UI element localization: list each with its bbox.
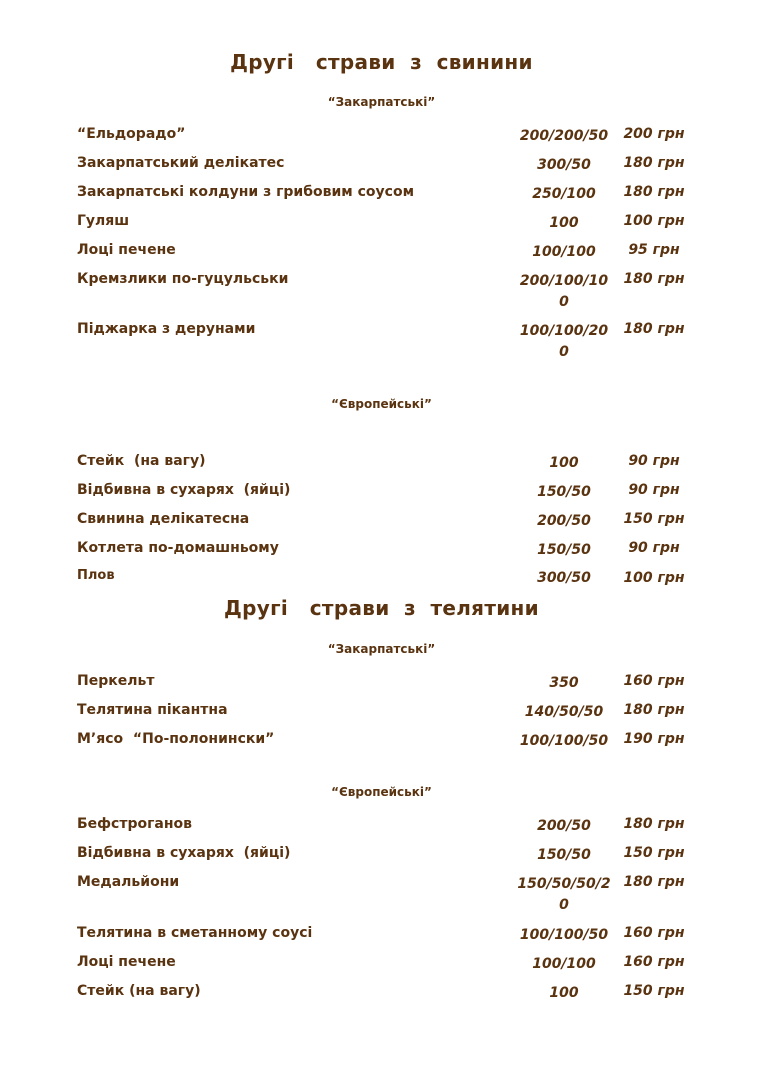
item-name: Лоці печене (77, 954, 176, 970)
subheading-veal-zakarpatski: “Закарпатські” (327, 642, 436, 656)
item-weight: 100/100/200 (519, 323, 609, 360)
menu-item (0, 482, 763, 504)
item-name: М’ясо “По-полонински” (77, 731, 275, 747)
item-price: 160 грн (623, 925, 685, 941)
menu-item (0, 816, 763, 838)
menu-item (0, 511, 763, 533)
item-price: 90 грн (628, 540, 680, 556)
subheading-veal-evropeiski: “Європейські” (331, 785, 432, 799)
item-price: 150 грн (623, 845, 685, 861)
item-weight: 100 (549, 985, 579, 1001)
item-price: 100 грн (623, 570, 685, 586)
menu-item (0, 731, 763, 753)
item-weight: 100/100 (532, 956, 596, 972)
menu-item (0, 321, 763, 360)
item-weight: 150/50 (537, 542, 591, 558)
item-name: Свинина делікатесна (77, 511, 250, 527)
item-weight: 100 (549, 455, 579, 471)
item-name: “Ельдорадо” (77, 126, 186, 142)
section-title-veal: Другі страви з телятини (224, 596, 539, 620)
item-weight: 100/100/50 (519, 927, 609, 943)
menu-item (0, 845, 763, 867)
item-price: 190 грн (623, 731, 685, 747)
menu-item (0, 453, 763, 475)
item-weight: 140/50/50 (524, 704, 604, 720)
item-name: Стейк (на вагу) (77, 983, 201, 999)
menu-item (0, 540, 763, 562)
item-name: Телятина пікантна (77, 702, 228, 718)
item-price: 90 грн (628, 482, 680, 498)
item-name: Піджарка з дерунами (77, 321, 256, 337)
item-weight: 350 (549, 675, 579, 691)
item-name: Телятина в сметанному соусі (77, 925, 313, 941)
item-weight: 200/50 (537, 818, 591, 834)
item-name: Закарпатський делікатес (77, 155, 285, 171)
menu-item (0, 874, 763, 913)
item-weight: 200/50 (537, 513, 591, 529)
menu-item (0, 213, 763, 235)
menu-item (0, 925, 763, 947)
item-weight: 100/100/50 (519, 733, 609, 749)
item-name: Закарпатські колдуни з грибовим соусом (77, 184, 415, 200)
item-name: Плов (77, 568, 115, 583)
item-price: 180 грн (623, 702, 685, 718)
item-price: 160 грн (623, 954, 685, 970)
menu-item (0, 184, 763, 206)
item-price: 180 грн (623, 155, 685, 171)
item-name: Медальйони (77, 874, 180, 890)
item-price: 100 грн (623, 213, 685, 229)
item-price: 150 грн (623, 511, 685, 527)
menu-item (0, 271, 763, 310)
item-price: 180 грн (623, 874, 685, 890)
item-weight: 150/50 (537, 847, 591, 863)
menu-item (0, 954, 763, 976)
menu-item (0, 126, 763, 148)
item-name: Стейк (на вагу) (77, 453, 206, 469)
menu-item (0, 568, 763, 590)
item-name: Кремзлики по-гуцульськи (77, 271, 289, 287)
item-price: 90 грн (628, 453, 680, 469)
item-weight: 150/50 (537, 484, 591, 500)
section-title-pork: Другі страви з свинини (230, 50, 533, 74)
item-name: Відбивна в сухарях (яйці) (77, 845, 291, 861)
item-name: Бефстроганов (77, 816, 193, 832)
menu-item (0, 673, 763, 695)
menu-item (0, 983, 763, 1005)
item-weight: 200/200/50 (519, 128, 609, 144)
menu-item (0, 242, 763, 264)
item-weight: 150/50/50/20 (517, 876, 611, 913)
item-weight: 100 (549, 215, 579, 231)
item-price: 95 грн (628, 242, 680, 258)
item-weight: 100/100 (532, 244, 596, 260)
item-weight: 300/50 (537, 157, 591, 173)
item-price: 180 грн (623, 184, 685, 200)
item-price: 180 грн (623, 816, 685, 832)
item-name: Лоці печене (77, 242, 176, 258)
menu-item (0, 702, 763, 724)
item-weight: 300/50 (537, 570, 591, 586)
item-weight: 250/100 (532, 186, 596, 202)
item-price: 160 грн (623, 673, 685, 689)
menu-item (0, 155, 763, 177)
item-price: 200 грн (623, 126, 685, 142)
subheading-pork-evropeiski: “Європейські” (331, 397, 432, 411)
item-price: 180 грн (623, 271, 685, 287)
item-name: Перкельт (77, 673, 155, 689)
item-weight: 200/100/100 (519, 273, 609, 310)
item-price: 150 грн (623, 983, 685, 999)
item-name: Гуляш (77, 213, 130, 229)
item-price: 180 грн (623, 321, 685, 337)
item-name: Котлета по-домашньому (77, 540, 279, 556)
item-name: Відбивна в сухарях (яйці) (77, 482, 291, 498)
subheading-pork-zakarpatski: “Закарпатські” (327, 95, 436, 109)
